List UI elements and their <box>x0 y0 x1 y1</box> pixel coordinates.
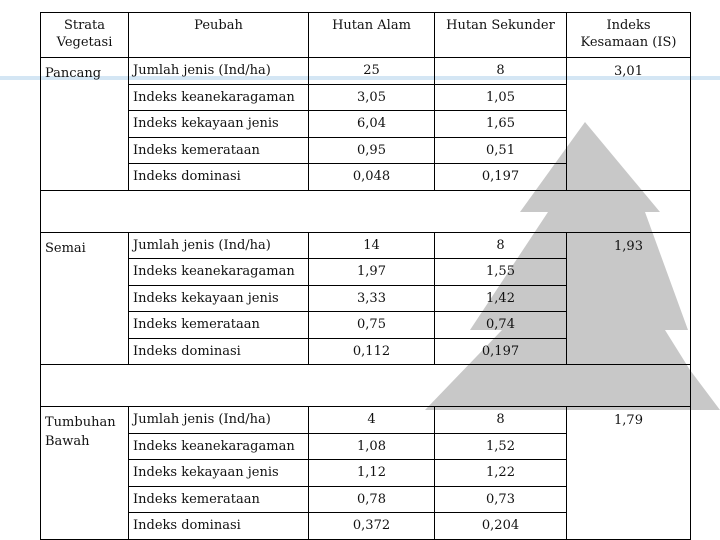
hutan-sekunder-cell: 0,73 <box>435 486 567 513</box>
separator-cell <box>41 190 691 232</box>
peubah-cell: Indeks kemerataan <box>129 312 309 339</box>
peubah-cell: Jumlah jenis (Ind/ha) <box>129 232 309 259</box>
hutan-alam-cell: 1,97 <box>309 259 435 286</box>
strata-table <box>40 12 691 540</box>
separator-cell <box>41 365 691 407</box>
peubah-cell: Indeks kemerataan <box>129 137 309 164</box>
peubah-cell: Indeks keanekaragaman <box>129 259 309 286</box>
header-row <box>41 13 691 58</box>
indeks-kesamaan-cell: 1,79 <box>567 407 691 540</box>
hutan-sekunder-cell: 0,204 <box>435 513 567 540</box>
hutan-alam-cell: 0,372 <box>309 513 435 540</box>
hutan-alam-cell: 3,33 <box>309 285 435 312</box>
table-row <box>41 58 691 85</box>
peubah-cell: Jumlah jenis (Ind/ha) <box>129 407 309 434</box>
group-separator <box>41 365 691 407</box>
peubah-cell: Jumlah jenis (Ind/ha) <box>129 58 309 85</box>
hutan-sekunder-cell: 8 <box>435 232 567 259</box>
hutan-sekunder-cell: 1,52 <box>435 433 567 460</box>
hutan-alam-cell: 0,95 <box>309 137 435 164</box>
strata-cell: Semai <box>41 232 129 365</box>
hutan-sekunder-cell: 0,197 <box>435 164 567 191</box>
group-separator <box>41 190 691 232</box>
hutan-sekunder-cell: 1,55 <box>435 259 567 286</box>
hutan-alam-cell: 6,04 <box>309 111 435 138</box>
peubah-cell: Indeks keanekaragaman <box>129 84 309 111</box>
peubah-cell: Indeks kekayaan jenis <box>129 285 309 312</box>
header-strata: Strata Vegetasi <box>41 13 129 58</box>
hutan-alam-cell: 1,08 <box>309 433 435 460</box>
header-peubah: Peubah <box>129 13 309 58</box>
hutan-sekunder-cell: 1,05 <box>435 84 567 111</box>
strata-cell: Tumbuhan Bawah <box>41 407 129 540</box>
table-row <box>41 232 691 259</box>
peubah-cell: Indeks dominasi <box>129 338 309 365</box>
peubah-cell: Indeks dominasi <box>129 513 309 540</box>
table-row <box>41 407 691 434</box>
hutan-sekunder-cell: 0,74 <box>435 312 567 339</box>
header-hutan-alam: Hutan Alam <box>309 13 435 58</box>
hutan-sekunder-cell: 8 <box>435 58 567 85</box>
hutan-alam-cell: 0,112 <box>309 338 435 365</box>
hutan-alam-cell: 25 <box>309 58 435 85</box>
indeks-kesamaan-cell: 1,93 <box>567 232 691 365</box>
hutan-sekunder-cell: 8 <box>435 407 567 434</box>
hutan-alam-cell: 3,05 <box>309 84 435 111</box>
indeks-kesamaan-cell: 3,01 <box>567 58 691 191</box>
hutan-sekunder-cell: 1,65 <box>435 111 567 138</box>
peubah-cell: Indeks kekayaan jenis <box>129 460 309 487</box>
header-indeks-kesamaan: Indeks Kesamaan (IS) <box>567 13 691 58</box>
strata-cell: Pancang <box>41 58 129 191</box>
hutan-sekunder-cell: 1,42 <box>435 285 567 312</box>
hutan-alam-cell: 0,75 <box>309 312 435 339</box>
hutan-alam-cell: 0,78 <box>309 486 435 513</box>
hutan-sekunder-cell: 0,197 <box>435 338 567 365</box>
header-hutan-sekunder: Hutan Sekunder <box>435 13 567 58</box>
peubah-cell: Indeks dominasi <box>129 164 309 191</box>
hutan-sekunder-cell: 1,22 <box>435 460 567 487</box>
peubah-cell: Indeks kemerataan <box>129 486 309 513</box>
hutan-alam-cell: 0,048 <box>309 164 435 191</box>
peubah-cell: Indeks kekayaan jenis <box>129 111 309 138</box>
hutan-alam-cell: 4 <box>309 407 435 434</box>
peubah-cell: Indeks keanekaragaman <box>129 433 309 460</box>
hutan-alam-cell: 14 <box>309 232 435 259</box>
hutan-sekunder-cell: 0,51 <box>435 137 567 164</box>
hutan-alam-cell: 1,12 <box>309 460 435 487</box>
